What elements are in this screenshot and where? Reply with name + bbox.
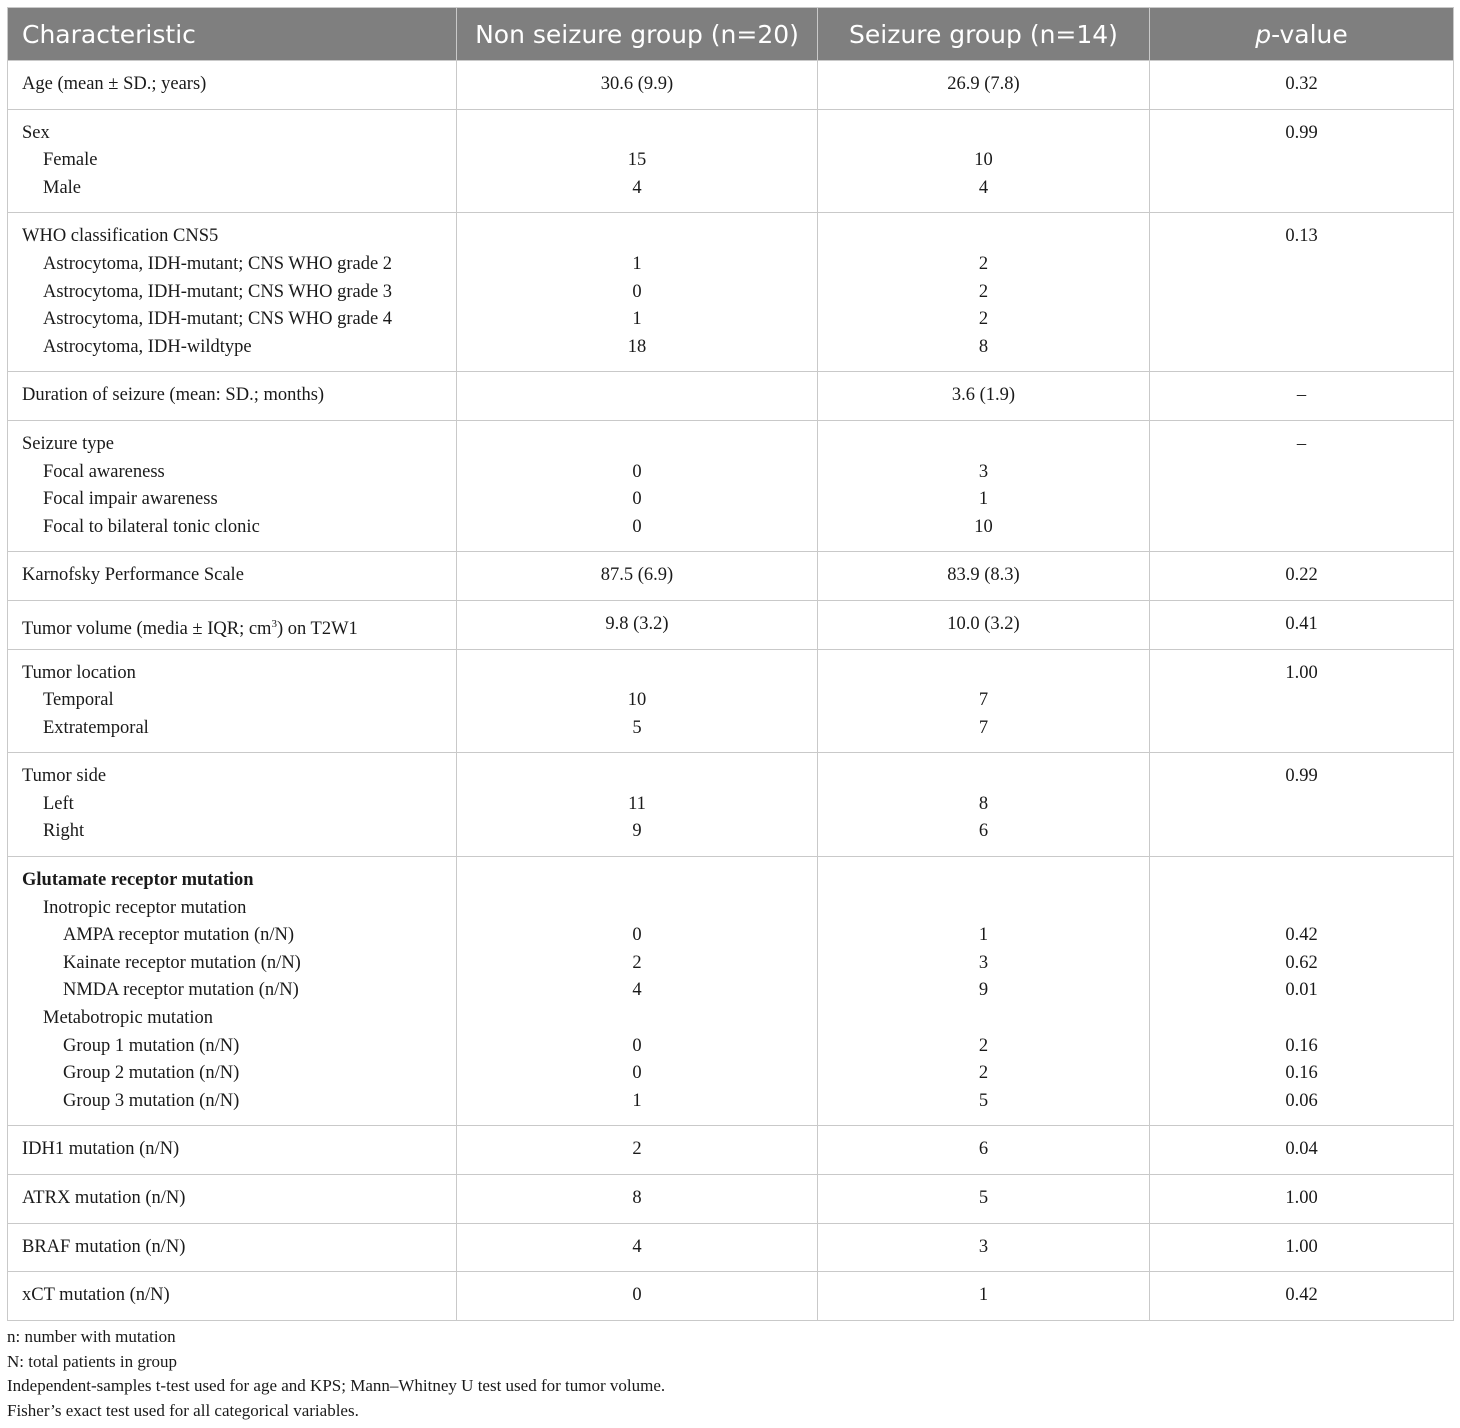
non-seizure-line: 1 [632, 309, 642, 330]
seizure-line [818, 1005, 1149, 1033]
table-row [8, 372, 1454, 421]
seizure-line: 10 [974, 150, 993, 171]
non-seizure-line: 11 [628, 793, 646, 814]
characteristic-cell [8, 1272, 457, 1321]
non-seizure-line: 0 [632, 516, 642, 537]
p-value-line: 0.06 [1285, 1090, 1318, 1111]
seizure-line [818, 223, 1149, 251]
table-row [8, 420, 1454, 551]
characteristic-line [8, 459, 456, 487]
seizure-line: 1 [978, 925, 989, 946]
seizure-line: 2 [978, 281, 989, 302]
non-seizure-line: 4 [632, 177, 642, 198]
characteristic-line [8, 1136, 456, 1164]
p-value-line: 0.62 [1285, 952, 1318, 973]
seizure-cell [818, 600, 1150, 649]
table-row [8, 1175, 1454, 1224]
p-value-cell [1150, 600, 1454, 649]
p-value-line: 0.22 [1285, 565, 1318, 586]
non-seizure-line: 0 [632, 281, 642, 302]
characteristic-line [8, 251, 456, 279]
characteristic-cell [8, 109, 457, 213]
seizure-cell [818, 649, 1150, 753]
characteristic-cell [8, 753, 457, 857]
characteristics-table [7, 7, 1454, 1321]
p-value-line: 0.41 [1285, 613, 1318, 634]
table-row [8, 600, 1454, 649]
seizure-line: 1 [978, 1285, 989, 1306]
seizure-line: 4 [978, 177, 989, 198]
characteristic-line [8, 660, 456, 688]
seizure-line: 3 [978, 1236, 989, 1257]
characteristic-line [8, 120, 456, 148]
non-seizure-line: 0 [632, 1035, 642, 1056]
label-text: Astrocytoma, IDH-mutant; CNS WHO grade 2 [43, 253, 393, 274]
footnote: N: total patients in group [7, 1351, 177, 1371]
characteristic-line [8, 1185, 456, 1213]
p-value-line [1150, 459, 1453, 487]
non-seizure-line: 2 [632, 1139, 642, 1160]
non-seizure-line [457, 895, 817, 923]
header-row [8, 8, 1454, 61]
non-seizure-line: 87.5 (6.9) [600, 565, 674, 586]
label-text: Kainate receptor mutation (n/N) [63, 952, 301, 973]
seizure-cell [818, 109, 1150, 213]
characteristic-line [8, 867, 456, 895]
characteristic-line [8, 977, 456, 1005]
label-text: Female [43, 150, 98, 171]
p-value-line: 0.01 [1285, 980, 1318, 1001]
p-value-cell [1150, 1126, 1454, 1175]
seizure-line: 26.9 (7.8) [947, 74, 1020, 94]
label-text: Group 2 mutation (n/N) [63, 1063, 240, 1084]
characteristic-line [8, 514, 456, 542]
non-seizure-line: 8 [632, 1188, 642, 1208]
table-row [8, 649, 1454, 753]
label-text: Astrocytoma, IDH-wildtype [43, 336, 252, 357]
table-row [8, 1223, 1454, 1272]
p-value-line: 0.16 [1285, 1035, 1318, 1056]
footnote: Independent-samples t-test used for age and KPS; Mann–Whitney U test used for tumor volume. [7, 1376, 666, 1396]
seizure-line: 3 [978, 461, 989, 482]
footnotes [7, 1325, 665, 1423]
label-text-after: ) on T2W1 [276, 619, 358, 640]
p-value-line [1150, 514, 1453, 542]
non-seizure-cell [457, 1175, 818, 1224]
characteristic-cell [8, 1126, 457, 1175]
table-row [8, 61, 1454, 110]
header-p-value [1150, 8, 1454, 61]
label-text: Right [43, 821, 85, 842]
label-text: Focal impair awareness [43, 489, 218, 510]
p-value-line [1150, 895, 1453, 923]
non-seizure-line: 10 [627, 690, 647, 711]
non-seizure-cell [457, 1126, 818, 1175]
non-seizure-cell [457, 753, 818, 857]
characteristic-cell [8, 372, 457, 421]
characteristic-line [8, 562, 456, 590]
non-seizure-cell [457, 649, 818, 753]
non-seizure-line: 0 [632, 925, 642, 946]
p-value-cell [1150, 420, 1454, 551]
seizure-cell [818, 753, 1150, 857]
non-seizure-line: 1 [632, 253, 642, 274]
label-text: BRAF mutation (n/N) [22, 1236, 186, 1257]
footnote: Fisher’s exact test used for all categorical variables. [7, 1400, 359, 1420]
p-value-line: 0.42 [1285, 1285, 1318, 1306]
non-seizure-cell [457, 552, 818, 601]
non-seizure-line [457, 223, 817, 251]
non-seizure-line [457, 660, 817, 688]
p-value-cell [1150, 1223, 1454, 1272]
label-text: AMPA receptor mutation (n/N) [63, 925, 295, 946]
seizure-line: 83.9 (8.3) [947, 565, 1020, 586]
label-text: Left [43, 793, 74, 814]
characteristic-line [8, 950, 456, 978]
seizure-line: 6 [978, 821, 989, 842]
characteristic-cell [8, 61, 457, 110]
label-text: Inotropic receptor mutation [43, 897, 247, 918]
non-seizure-line: 9 [632, 821, 642, 842]
non-seizure-line: 1 [632, 1090, 642, 1111]
seizure-cell [818, 1223, 1150, 1272]
non-seizure-cell [457, 109, 818, 213]
p-value-cell [1150, 372, 1454, 421]
seizure-cell [818, 857, 1150, 1126]
label-text: Age (mean ± SD.; years) [22, 74, 207, 94]
seizure-line: 5 [978, 1090, 989, 1111]
non-seizure-line [457, 763, 817, 791]
seizure-cell [818, 1126, 1150, 1175]
p-value-line: 0.13 [1285, 226, 1318, 247]
characteristic-cell [8, 649, 457, 753]
seizure-line: 6 [978, 1139, 989, 1160]
characteristic-line [8, 922, 456, 950]
seizure-line: 9 [978, 980, 989, 1001]
characteristic-line [8, 71, 456, 99]
non-seizure-line: 0 [632, 461, 642, 482]
p-value-cell [1150, 649, 1454, 753]
characteristic-line [8, 687, 456, 715]
p-value-cell [1150, 1272, 1454, 1321]
label-text: NMDA receptor mutation (n/N) [63, 980, 299, 1001]
characteristic-cell [8, 857, 457, 1126]
p-value-line [1150, 486, 1453, 514]
seizure-line: 2 [978, 1063, 989, 1084]
characteristic-line [8, 1234, 456, 1262]
label-text: Duration of seizure (mean: SD.; months) [22, 385, 325, 406]
label-text: ATRX mutation (n/N) [22, 1188, 186, 1208]
characteristic-cell [8, 552, 457, 601]
p-value-line [1150, 306, 1453, 334]
label-text: Sex [22, 122, 50, 143]
seizure-cell [818, 420, 1150, 551]
table-row [8, 213, 1454, 372]
header-p-rest: -value [1271, 19, 1348, 49]
characteristic-line [8, 486, 456, 514]
non-seizure-cell [457, 600, 818, 649]
seizure-line [818, 763, 1149, 791]
seizure-cell [818, 61, 1150, 110]
p-value-line [1150, 279, 1453, 307]
label-text: IDH1 mutation (n/N) [22, 1139, 180, 1160]
characteristic-line [8, 791, 456, 819]
table-body [8, 61, 1454, 1321]
characteristic-line [8, 175, 456, 203]
seizure-line: 2 [978, 253, 989, 274]
seizure-line: 10.0 (3.2) [947, 613, 1020, 634]
characteristic-cell [8, 600, 457, 649]
label-text: Extratemporal [43, 717, 149, 738]
label-text: Astrocytoma, IDH-mutant; CNS WHO grade 3 [43, 281, 393, 302]
characteristic-line [8, 147, 456, 175]
characteristic-line [8, 895, 456, 923]
label-text: Tumor location [22, 662, 136, 683]
header-characteristic: Characteristic [8, 8, 457, 61]
non-seizure-line: 18 [627, 336, 647, 357]
non-seizure-line: 15 [627, 150, 647, 171]
p-value-line: 1.00 [1285, 1188, 1318, 1208]
p-value-line: 0.99 [1285, 122, 1318, 143]
table-row [8, 109, 1454, 213]
seizure-cell [818, 552, 1150, 601]
non-seizure-line: 4 [632, 980, 642, 1001]
seizure-line [818, 895, 1149, 923]
p-value-line: 0.04 [1285, 1139, 1318, 1160]
non-seizure-cell [457, 213, 818, 372]
non-seizure-cell [457, 61, 818, 110]
label-text: Focal to bilateral tonic clonic [43, 516, 260, 537]
label-text: Group 3 mutation (n/N) [63, 1090, 240, 1111]
non-seizure-line: 4 [632, 1236, 642, 1257]
p-value-line: 0.99 [1285, 766, 1318, 787]
p-value-line: – [1296, 385, 1307, 406]
table-row [8, 1272, 1454, 1321]
p-value-cell [1150, 753, 1454, 857]
characteristic-line [8, 223, 456, 251]
p-value-cell [1150, 61, 1454, 110]
p-value-line [1150, 251, 1453, 279]
p-value-line [1150, 1005, 1453, 1033]
characteristic-line [8, 306, 456, 334]
non-seizure-line: 30.6 (9.9) [600, 74, 674, 94]
seizure-line: 10 [974, 516, 993, 537]
non-seizure-cell [457, 420, 818, 551]
p-value-line: 0.42 [1285, 925, 1318, 946]
label-text: Tumor side [22, 766, 107, 787]
label-text: Focal awareness [43, 461, 165, 482]
table-row [8, 753, 1454, 857]
characteristic-line [8, 611, 456, 639]
non-seizure-line: 0 [632, 1063, 642, 1084]
label-text: xCT mutation (n/N) [22, 1285, 170, 1306]
seizure-line: 2 [978, 309, 989, 330]
seizure-line [818, 660, 1149, 688]
seizure-line: 1 [978, 489, 989, 510]
label-text: Male [43, 177, 82, 198]
seizure-cell [818, 1175, 1150, 1224]
p-value-cell [1150, 552, 1454, 601]
characteristic-line [8, 715, 456, 743]
non-seizure-line: 5 [632, 717, 642, 738]
characteristic-line [8, 334, 456, 362]
label-text: Metabotropic mutation [43, 1008, 214, 1029]
characteristic-line [8, 431, 456, 459]
label-superscript: 3 [271, 617, 277, 630]
seizure-line: 3.6 (1.9) [951, 385, 1016, 406]
non-seizure-line: 0 [632, 489, 642, 510]
seizure-cell [818, 213, 1150, 372]
p-value-line [1150, 687, 1453, 715]
footnote: n: number with mutation [7, 1327, 176, 1346]
non-seizure-cell [457, 1223, 818, 1272]
label-text: Tumor volume (media ± IQR; cm [22, 619, 272, 640]
p-value-line [1150, 175, 1453, 203]
table-header [8, 8, 1454, 61]
table-row [8, 857, 1454, 1126]
characteristic-cell [8, 213, 457, 372]
characteristics-table-container [7, 7, 1453, 1321]
label-text: Karnofsky Performance Scale [22, 565, 244, 586]
p-value-line [1150, 791, 1453, 819]
characteristic-line [8, 1282, 456, 1310]
non-seizure-line: 2 [632, 952, 642, 973]
p-value-cell [1150, 213, 1454, 372]
seizure-line: 8 [978, 336, 989, 357]
non-seizure-cell [457, 372, 818, 421]
characteristic-line [8, 1005, 456, 1033]
header-seizure-group: Seizure group (n=14) [818, 8, 1150, 61]
p-value-line [1150, 334, 1453, 362]
characteristic-line [8, 1033, 456, 1061]
label-text: Glutamate receptor mutation [22, 870, 254, 891]
characteristic-line [8, 1060, 456, 1088]
characteristic-line [8, 1088, 456, 1116]
characteristic-line [8, 818, 456, 846]
non-seizure-line [457, 867, 817, 895]
table-row [8, 552, 1454, 601]
label-text: WHO classification CNS5 [22, 226, 219, 247]
seizure-line: 8 [978, 793, 989, 814]
seizure-cell [818, 1272, 1150, 1321]
p-value-line: 0.16 [1285, 1063, 1318, 1084]
seizure-line: 7 [978, 690, 989, 711]
p-value-line: – [1296, 433, 1307, 454]
characteristic-cell [8, 1175, 457, 1224]
characteristic-line [8, 763, 456, 791]
label-text: Seizure type [22, 433, 114, 454]
p-value-line: 1.00 [1285, 662, 1318, 683]
seizure-line: 2 [978, 1035, 989, 1056]
p-value-line [1150, 818, 1453, 846]
non-seizure-line [457, 382, 817, 410]
label-text: Group 1 mutation (n/N) [63, 1035, 240, 1056]
seizure-line: 3 [978, 952, 989, 973]
p-value-line [1150, 715, 1453, 743]
characteristic-cell [8, 420, 457, 551]
seizure-line [818, 120, 1149, 148]
label-text: Temporal [43, 690, 114, 711]
seizure-line: 5 [978, 1188, 989, 1208]
seizure-line [818, 867, 1149, 895]
p-value-line: 1.00 [1285, 1236, 1318, 1257]
p-value-cell [1150, 1175, 1454, 1224]
p-value-cell [1150, 109, 1454, 213]
characteristic-line [8, 279, 456, 307]
non-seizure-cell [457, 1272, 818, 1321]
seizure-cell [818, 372, 1150, 421]
p-value-cell [1150, 857, 1454, 1126]
table-row [8, 1126, 1454, 1175]
p-value-line [1150, 867, 1453, 895]
non-seizure-line [457, 1005, 817, 1033]
seizure-line [818, 431, 1149, 459]
label-text: Astrocytoma, IDH-mutant; CNS WHO grade 4 [43, 309, 393, 330]
characteristic-cell [8, 1223, 457, 1272]
header-p-italic: p [1255, 19, 1272, 49]
non-seizure-cell [457, 857, 818, 1126]
non-seizure-line: 9.8 (3.2) [605, 613, 669, 634]
non-seizure-line [457, 120, 817, 148]
seizure-line: 7 [978, 717, 989, 738]
characteristic-line [8, 382, 456, 410]
non-seizure-line [457, 431, 817, 459]
header-non-seizure-group: Non seizure group (n=20) [457, 8, 818, 61]
non-seizure-line: 0 [632, 1285, 642, 1306]
p-value-line [1150, 147, 1453, 175]
p-value-line: 0.32 [1285, 74, 1318, 94]
